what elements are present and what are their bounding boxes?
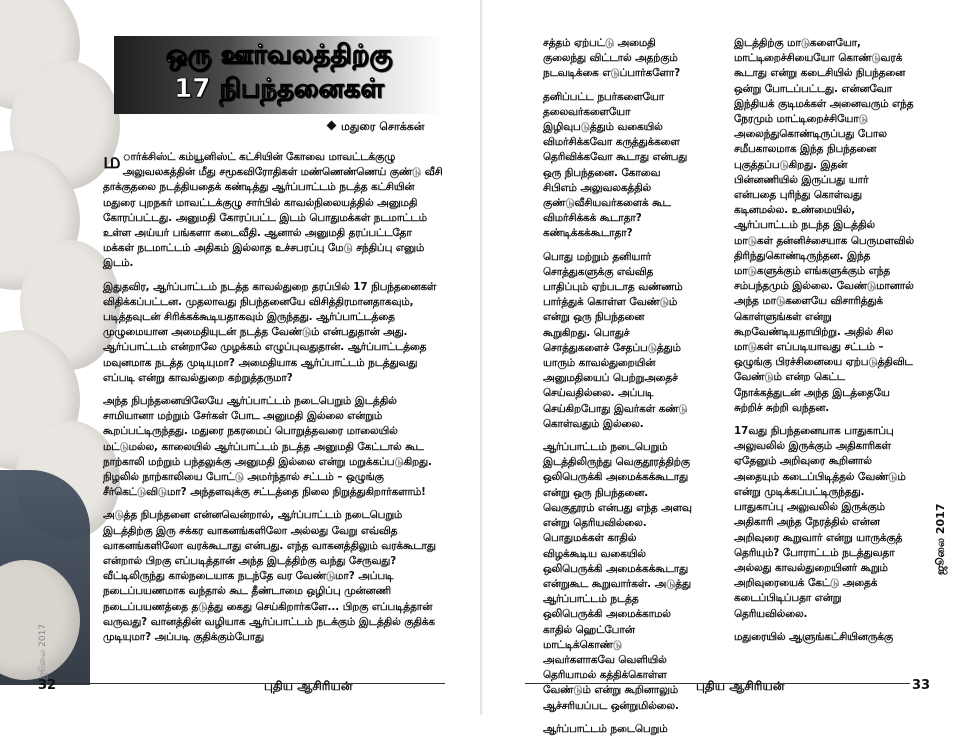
right-text-column-2 (734, 36, 914, 653)
author-name: மதுரை சொக்கன் (341, 120, 425, 133)
magazine-name-left: புதிய ஆசிரியன் (264, 679, 353, 693)
issue-date-left: ஜூலை 2017 (38, 623, 48, 680)
paragraph: ம ார்க்சிஸ்ட் கம்யூனிஸ்ட் கட்சியின் கோவை மாவட்டக்குழு அலுவலகத்தின் மீது சமூகவிரோதிகள் மண்ணெண்ணெய் குண்டு வீசி தாக்குதலை நடத்தியதைக் கண்டித்து ஆர்ப்பாட்டம் நடத்த கட்சியின் மதுரை புறநகர் மாவட்டக்குழு சார்பில் காவல்நிலையத்தில் அனுமதி கோரப்பட்டது. அனுமதி கோரப்பட்ட இடம் பொதுமக்கள் நடமாட்டம் உள்ள அய்யர் பங்களா கடைவீதி. ஆனால் அனுமதி தரப்பட்டதோ மக்கள் நடமாட்டம் அதிகம் இல்லாத உச்சபரப்பு மேடு சந்திப்பு எனும் இடம். (103, 149, 443, 270)
paragraph: அந்த நிபந்தனையிலேயே ஆர்ப்பாட்டம் நடைபெறும் இடத்தில் சாமியானா மற்றும் சேர்கள் போட அனுமதி இல்லை என்றும் கூறப்பட்டிருந்தது. மதுரை நகரமைப் பொறுத்தவரை மாலையில் மட்டுமல்ல, காலையில் ஆர்ப்பாட்டம் நடத்த அனுமதி கேட்டால் கூட நாற்காலி மற்றும் பந்தலுக்கு அனுமதி இல்லை என்று மறுக்கப்படுகிறது. நிழலில் நாற்காலியை போட்டு அமர்ந்தால் சட்டம் – ஒழுங்கு சீர்கெட்டுவிடுமா? அந்தளவுக்கு சட்டத்தை நிலை நிறுத்துகிறார்களாம்! (103, 395, 432, 499)
article-title-line-2: 17 நிபந்தனைகள் (174, 74, 384, 104)
paragraph: மதுரையில் ஆளுங்கட்சியினருக்கு (734, 630, 893, 643)
page-number-left: 32 (38, 678, 57, 693)
paragraph: பொது மற்றும் தனியார் சொத்துகளுக்கு எவ்வித பாதிப்பும் ஏற்படாத வண்ணம் பார்த்துக் கொள்ள வேண்டும் என்று ஒரு நிபந்தனை கூறுகிறது. பொதுச் சொத்துகளைச் சேதப்படுத்தும் யாரும் காவல்துறையின் அனுமதியைப் பெற்றுஅதைச் செய்வதில்லை. அப்படி செய்கிறபோது இவர்கள் கண்டு கொள்வதும் இல்லை. (543, 250, 688, 430)
paragraph: இதுதவிர, ஆர்ப்பாட்டம் நடத்த காவல்துறை தரப்பில் 17 நிபந்தனைகள் விதிக்கப்பட்டன. முதலாவது நிபந்தனையே விசித்திரமானதாகவும், படித்தவுடன் சிரிக்கக்கூடியதாகவும் இருந்தது. ஆர்ப்பாட்டத்தை முழுமையான அமைதியுடன் நடத்த வேண்டும் என்பதுதான் அது. ஆர்ப்பாட்டம் என்றாலே முழக்கம் எழுப்புவதுதான். ஆர்ப்பாட்டத்தை மவுனமாக நடத்த முடியுமா? அமைதியாக ஆர்ப்பாட்டம் நடத்துவது எப்படி என்று காவல்துறை கற்றுத்தருமா? (103, 280, 437, 384)
left-page (0, 0, 483, 715)
diamond-bullet-icon (327, 121, 337, 131)
paragraph: ஆர்ப்பாட்டம் நடைபெறும் (543, 722, 668, 735)
drop-cap: ம (103, 149, 121, 174)
author-byline (328, 120, 424, 135)
article-title-line-1: ஒரு ஊர்வலத்திற்கு (165, 40, 393, 70)
magazine-name-right: புதிய ஆசிரியன் (696, 679, 785, 693)
paragraph: இடத்திற்கு மாடுகளையோ, மாட்டிறைச்சியையோ கொண்டுவரக் கூடாது என்று கடைசியில் நிபந்தனை ஒன்று போடப்பட்டது. என்னவோ இந்தியக் குடிமக்கள் அனைவரும் எந்த நேரமும் மாட்டிறைச்சியோடு அலைந்துகொண்டிருப்பது போல சமீபகாலமாக இந்த நிபந்தனை புகுத்தப்படுகிறது. இதன் பின்னணியில் இருப்பது யார் என்பதை புரிந்து கொள்வது கடினமல்ல. உண்மையில், ஆர்ப்பாட்டம் நடந்த இடத்தில் மாடுகள் தன்னிச்சையாக பெருமளவில் திரிந்துகொண்டிருந்தன. இந்த மாடுகளுக்கும் எங்களுக்கும் எந்த சம்பந்தமும் இல்லை. வேண்டுமானால் அந்த மாடுகளையே விசாரித்துக் கொள்ளுங்கள் என்று கூறவேண்டியதாயிற்று. அதில் சில மாடுகள் எப்படியாவது சட்டம் – ஒழுங்கு பிரச்சினையை ஏற்படுத்திவிட வேண்டும் என்ற கெட்ட நோக்கத்துடன் அந்த இடத்தையே சுற்றிச் சுற்றி வந்தன. (734, 37, 914, 414)
paragraph: அடுத்த நிபந்தனை என்னவென்றால், ஆர்ப்பாட்டம் நடைபெறும் இடத்திற்கு இரு சக்கர வாகனங்களிலோ அல்லது வேறு எவ்வித வாகனங்களிலோ வரக்கூடாது என்பது. எந்த வாகனத்திலும் வரக்கூடாது என்றால் பிறகு எப்படித்தான் அந்த இடத்திற்கு வந்து சேருவது? வீட்டிலிருந்து கால்நடையாக நடந்தே வர வேண்டுமா? அப்படி நடைப்பயணமாக வந்தால் கூட தீண்டாமை ஒழிப்பு முன்னணி நடைப்பயணத்தை தடுத்து கைது செய்கிறார்களே... பிறகு எப்படித்தான் வருவது? வானத்தின் வழியாக ஆர்ப்பாட்டம் நடக்கும் இடத்தில் குதிக்க முடியுமா? அப்படி குதிக்கும்போது (103, 509, 436, 644)
paragraph: 17வது நிபந்தனையாக பாதுகாப்பு அலுவலில் இருக்கும் அதிகாரிகள் ஏதேனும் அறிவுரை கூறினால் அதையும் கடைப்பிடித்தல் வேண்டும் என்று முடிக்கப்பட்டிருந்தது. பாதுகாப்பு அலுவலில் இருக்கும் அதிகாரி அந்த நேரத்தில் என்ன அறிவுரை கூறுவார் என்று யாருக்குத் தெரியும்? போராட்டம் நடத்துவதா அல்லது காவல்துறையினர் கூறும் அறிவுரையைக் கேட்டு அதைக் கடைப்பிடிப்பதா என்று தெரியவில்லை. (734, 425, 906, 620)
right-text-column-1 (543, 36, 693, 745)
decorative-background (0, 0, 115, 715)
paragraph: தனிப்பட்ட நபர்களையோ தலைவர்களையோ இழிவுபடுத்தும் வகையில் விமர்சிக்கவோ கருத்துக்களை தெரிவிக்கவோ கூடாது என்பது ஒரு நிபந்தனை. கோவை சிபிஎம் அலுவலகத்தில் குண்டுவீசியவர்களைக் கூட விமர்சிக்கக் கூடாதா? கண்டிக்கக்கூடாதா? (543, 90, 688, 240)
article-title-banner (114, 36, 444, 114)
left-text-column (103, 150, 443, 653)
paragraph: சத்தம் ஏற்பட்டு அமைதி குலைந்து விட்டால் அதற்கும் நடவடிக்கை எடுப்பார்களோ? (543, 37, 681, 80)
issue-date-right: ஜூலை 2017 (934, 503, 947, 575)
footer-rule-left (30, 683, 445, 684)
paragraph: ஆர்ப்பாட்டம் நடைபெறும் இடத்திலிருந்து வெகுதூரத்திற்கு ஒலிபெருக்கி அமைக்கக்கூடாது என்று ஒரு நிபந்தனை. வெகுதூரம் என்பது எந்த அளவு என்று தெரியவில்லை. பொதுமக்கள் காதில் விழக்கூடிய வகையில் ஒலிபெருக்கி அமைக்கக்கூடாது என்றுகூட கூறுவார்கள். அடுத்து ஆர்ப்பாட்டம் நடத்த ஒலிபெருக்கி அமைக்காமல் காதில் ஹெட்போன் மாட்டிக்கொண்டு அவர்களாகவே வெளியில் தெரியாமல் கத்திக்கொள்ள வேண்டும் என்று கூறினாலும் ஆச்சரியப்பட ஒன்றுமில்லை. (543, 441, 692, 712)
page-number-right: 33 (912, 678, 931, 693)
